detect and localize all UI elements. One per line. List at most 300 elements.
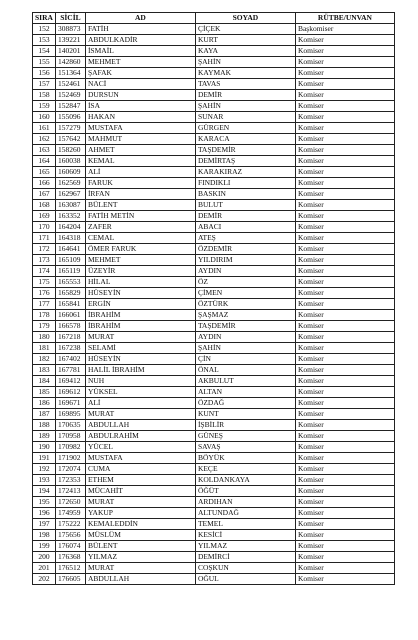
last-name-cell: TAŞDEMİR [195,145,295,156]
sicil-cell: 172074 [55,464,85,475]
table-row [33,508,395,519]
table-row [33,563,395,574]
first-name-cell: MUSTAFA [85,123,195,134]
sira-cell: 182 [33,354,56,365]
first-name-cell: ABDULLAH [85,574,195,585]
rank-cell: Komiser [295,321,394,332]
rank-cell: Komiser [295,46,394,57]
personnel-table [32,12,395,585]
sira-cell: 161 [33,123,56,134]
last-name-cell: SUNAR [195,112,295,123]
rank-cell: Komiser [295,233,394,244]
rank-cell: Başkomiser [295,24,394,35]
table-row [33,530,395,541]
rank-cell: Komiser [295,464,394,475]
table-row [33,178,395,189]
table-row [33,409,395,420]
sicil-cell: 170982 [55,442,85,453]
rank-cell: Komiser [295,552,394,563]
sicil-cell: 169671 [55,398,85,409]
first-name-cell: MURAT [85,497,195,508]
sicil-cell: 170958 [55,431,85,442]
last-name-cell: TAŞDEMİR [195,321,295,332]
sicil-cell: 167781 [55,365,85,376]
table-row [33,57,395,68]
first-name-cell: MÜSLÜM [85,530,195,541]
rank-cell: Komiser [295,310,394,321]
rank-cell: Komiser [295,508,394,519]
last-name-cell: KARACA [195,134,295,145]
table-row [33,343,395,354]
first-name-cell: ABDULRAHİM [85,431,195,442]
first-name-cell: FARUK [85,178,195,189]
sira-cell: 159 [33,101,56,112]
rank-cell: Komiser [295,112,394,123]
table-row [33,354,395,365]
header-sira: SIRA [33,13,56,24]
sira-cell: 167 [33,189,56,200]
first-name-cell: YILMAZ [85,552,195,563]
last-name-cell: KAYMAK [195,68,295,79]
last-name-cell: YILDIRIM [195,255,295,266]
sicil-cell: 176074 [55,541,85,552]
rank-cell: Komiser [295,541,394,552]
sicil-cell: 176605 [55,574,85,585]
rank-cell: Komiser [295,189,394,200]
last-name-cell: TAVAS [195,79,295,90]
rank-cell: Komiser [295,35,394,46]
sira-cell: 192 [33,464,56,475]
rank-cell: Komiser [295,200,394,211]
table-row [33,552,395,563]
sicil-cell: 176368 [55,552,85,563]
sira-cell: 162 [33,134,56,145]
sira-cell: 193 [33,475,56,486]
rank-cell: Komiser [295,266,394,277]
rank-cell: Komiser [295,563,394,574]
table-row [33,365,395,376]
table-row [33,244,395,255]
last-name-cell: DEMİRTAŞ [195,156,295,167]
first-name-cell: ZAFER [85,222,195,233]
first-name-cell: KEMAL [85,156,195,167]
sicil-cell: 175656 [55,530,85,541]
first-name-cell: CUMA [85,464,195,475]
last-name-cell: DEMİR [195,90,295,101]
last-name-cell: SAVAŞ [195,442,295,453]
rank-cell: Komiser [295,387,394,398]
rank-cell: Komiser [295,365,394,376]
rank-cell: Komiser [295,420,394,431]
first-name-cell: ALİ [85,167,195,178]
first-name-cell: AHMET [85,145,195,156]
first-name-cell: ERGİN [85,299,195,310]
last-name-cell: ÖZDEMİR [195,244,295,255]
first-name-cell: FATİH METİN [85,211,195,222]
first-name-cell: HİLAL [85,277,195,288]
first-name-cell: MURAT [85,332,195,343]
rank-cell: Komiser [295,211,394,222]
sicil-cell: 167238 [55,343,85,354]
last-name-cell: DEMİRCİ [195,552,295,563]
first-name-cell: NUH [85,376,195,387]
sira-cell: 166 [33,178,56,189]
table-row [33,222,395,233]
last-name-cell: ÇİN [195,354,295,365]
first-name-cell: MÜCAHİT [85,486,195,497]
last-name-cell: İŞBİLİR [195,420,295,431]
table-row [33,288,395,299]
table-body [33,24,395,585]
table-row [33,387,395,398]
last-name-cell: ŞAHİN [195,57,295,68]
last-name-cell: AYDIN [195,332,295,343]
sicil-cell: 169412 [55,376,85,387]
sicil-cell: 172353 [55,475,85,486]
sicil-cell: 165119 [55,266,85,277]
rank-cell: Komiser [295,299,394,310]
table-row [33,233,395,244]
sira-cell: 163 [33,145,56,156]
table-header [33,13,395,24]
table-row [33,255,395,266]
sira-cell: 171 [33,233,56,244]
sira-cell: 175 [33,277,56,288]
last-name-cell: KURT [195,35,295,46]
sicil-cell: 163087 [55,200,85,211]
table-row [33,497,395,508]
first-name-cell: İSMAİL [85,46,195,57]
sicil-cell: 165841 [55,299,85,310]
sira-cell: 160 [33,112,56,123]
rank-cell: Komiser [295,376,394,387]
table-row [33,464,395,475]
sicil-cell: 166061 [55,310,85,321]
header-ad: AD [85,13,195,24]
last-name-cell: ÖĞÜT [195,486,295,497]
sicil-cell: 162967 [55,189,85,200]
last-name-cell: ATEŞ [195,233,295,244]
first-name-cell: ÖMER FARUK [85,244,195,255]
sicil-cell: 164204 [55,222,85,233]
first-name-cell: SELAMİ [85,343,195,354]
table-row [33,189,395,200]
rank-cell: Komiser [295,332,394,343]
last-name-cell: AYDIN [195,266,295,277]
table-row [33,68,395,79]
table-row [33,145,395,156]
sira-cell: 178 [33,310,56,321]
first-name-cell: İBRAHİM [85,310,195,321]
sira-cell: 201 [33,563,56,574]
rank-cell: Komiser [295,244,394,255]
sira-cell: 169 [33,211,56,222]
sira-cell: 197 [33,519,56,530]
sira-cell: 152 [33,24,56,35]
first-name-cell: HALİL İBRAHİM [85,365,195,376]
header-row [33,13,395,24]
table-row [33,79,395,90]
sicil-cell: 167218 [55,332,85,343]
rank-cell: Komiser [295,156,394,167]
table-row [33,442,395,453]
table-row [33,90,395,101]
sira-cell: 181 [33,343,56,354]
sicil-cell: 163352 [55,211,85,222]
sicil-cell: 165109 [55,255,85,266]
last-name-cell: ÖZ [195,277,295,288]
rank-cell: Komiser [295,354,394,365]
table-row [33,398,395,409]
last-name-cell: ÖZDAĞ [195,398,295,409]
rank-cell: Komiser [295,497,394,508]
sira-cell: 195 [33,497,56,508]
first-name-cell: CEMAL [85,233,195,244]
sira-cell: 165 [33,167,56,178]
sira-cell: 157 [33,79,56,90]
first-name-cell: ABDULKADİR [85,35,195,46]
rank-cell: Komiser [295,453,394,464]
first-name-cell: MURAT [85,563,195,574]
first-name-cell: MURAT [85,409,195,420]
sicil-cell: 160609 [55,167,85,178]
last-name-cell: ÇİÇEK [195,24,295,35]
first-name-cell: MEHMET [85,57,195,68]
last-name-cell: DEMİR [195,211,295,222]
sicil-cell: 158260 [55,145,85,156]
table-row [33,420,395,431]
table-row [33,35,395,46]
last-name-cell: GÜRGEN [195,123,295,134]
table-row [33,134,395,145]
last-name-cell: YILMAZ [195,541,295,552]
first-name-cell: ŞAFAK [85,68,195,79]
last-name-cell: OĞUL [195,574,295,585]
sira-cell: 154 [33,46,56,57]
sira-cell: 164 [33,156,56,167]
sicil-cell: 165829 [55,288,85,299]
table-row [33,24,395,35]
first-name-cell: HÜSEYİN [85,354,195,365]
sicil-cell: 167402 [55,354,85,365]
rank-cell: Komiser [295,79,394,90]
sicil-cell: 152847 [55,101,85,112]
first-name-cell: İSA [85,101,195,112]
table-row [33,310,395,321]
first-name-cell: MUSTAFA [85,453,195,464]
first-name-cell: İBRAHİM [85,321,195,332]
header-soyad: SOYAD [195,13,295,24]
last-name-cell: KARAKIRAZ [195,167,295,178]
last-name-cell: ABACI [195,222,295,233]
sicil-cell: 162569 [55,178,85,189]
sira-cell: 191 [33,453,56,464]
sira-cell: 187 [33,409,56,420]
sicil-cell: 152469 [55,90,85,101]
table-row [33,299,395,310]
table-row [33,277,395,288]
first-name-cell: HAKAN [85,112,195,123]
first-name-cell: BÜLENT [85,200,195,211]
last-name-cell: ŞAŞMAZ [195,310,295,321]
sira-cell: 190 [33,442,56,453]
sira-cell: 158 [33,90,56,101]
sicil-cell: 169612 [55,387,85,398]
sira-cell: 185 [33,387,56,398]
last-name-cell: BÖYÜK [195,453,295,464]
sira-cell: 186 [33,398,56,409]
table-row [33,332,395,343]
sicil-cell: 172413 [55,486,85,497]
sira-cell: 173 [33,255,56,266]
table-row [33,321,395,332]
sira-cell: 198 [33,530,56,541]
first-name-cell: BÜLENT [85,541,195,552]
sicil-cell: 164318 [55,233,85,244]
table-row [33,156,395,167]
first-name-cell: ETHEM [85,475,195,486]
table-row [33,46,395,57]
first-name-cell: NACİ [85,79,195,90]
rank-cell: Komiser [295,134,394,145]
last-name-cell: ALTAN [195,387,295,398]
last-name-cell: ÖNAL [195,365,295,376]
rank-cell: Komiser [295,101,394,112]
last-name-cell: BASKIN [195,189,295,200]
sicil-cell: 157642 [55,134,85,145]
sira-cell: 200 [33,552,56,563]
sicil-cell: 175222 [55,519,85,530]
last-name-cell: KOLDANKAYA [195,475,295,486]
table-row [33,519,395,530]
first-name-cell: MEHMET [85,255,195,266]
table-row [33,167,395,178]
sicil-cell: 176512 [55,563,85,574]
first-name-cell: YÜKSEL [85,387,195,398]
rank-cell: Komiser [295,343,394,354]
first-name-cell: ABDULLAH [85,420,195,431]
sicil-cell: 165553 [55,277,85,288]
table-row [33,266,395,277]
rank-cell: Komiser [295,530,394,541]
sira-cell: 183 [33,365,56,376]
table-row [33,486,395,497]
rank-cell: Komiser [295,574,394,585]
rank-cell: Komiser [295,519,394,530]
sicil-cell: 308873 [55,24,85,35]
first-name-cell: DURSUN [85,90,195,101]
first-name-cell: YÜCEL [85,442,195,453]
last-name-cell: KEÇE [195,464,295,475]
table-row [33,453,395,464]
last-name-cell: ŞAHİN [195,343,295,354]
last-name-cell: ALTUNDAĞ [195,508,295,519]
rank-cell: Komiser [295,442,394,453]
sira-cell: 153 [33,35,56,46]
first-name-cell: ÜZEYİR [85,266,195,277]
sira-cell: 188 [33,420,56,431]
rank-cell: Komiser [295,222,394,233]
sira-cell: 184 [33,376,56,387]
rank-cell: Komiser [295,431,394,442]
sicil-cell: 142860 [55,57,85,68]
sira-cell: 168 [33,200,56,211]
rank-cell: Komiser [295,475,394,486]
last-name-cell: TEMEL [195,519,295,530]
sira-cell: 194 [33,486,56,497]
sira-cell: 189 [33,431,56,442]
last-name-cell: COŞKUN [195,563,295,574]
first-name-cell: KEMALEDDİN [85,519,195,530]
last-name-cell: ŞAHİN [195,101,295,112]
sicil-cell: 169895 [55,409,85,420]
first-name-cell: FATİH [85,24,195,35]
sicil-cell: 155096 [55,112,85,123]
first-name-cell: HÜSEYİN [85,288,195,299]
sicil-cell: 164641 [55,244,85,255]
sicil-cell: 171902 [55,453,85,464]
table-row [33,123,395,134]
rank-cell: Komiser [295,288,394,299]
table-row [33,475,395,486]
sicil-cell: 174959 [55,508,85,519]
first-name-cell: MAHMUT [85,134,195,145]
last-name-cell: KAYA [195,46,295,57]
table-row [33,431,395,442]
rank-cell: Komiser [295,145,394,156]
rank-cell: Komiser [295,178,394,189]
sicil-cell: 166578 [55,321,85,332]
last-name-cell: KUNT [195,409,295,420]
rank-cell: Komiser [295,167,394,178]
sicil-cell: 170635 [55,420,85,431]
rank-cell: Komiser [295,90,394,101]
first-name-cell: ALİ [85,398,195,409]
sira-cell: 156 [33,68,56,79]
first-name-cell: YAKUP [85,508,195,519]
first-name-cell: İRFAN [85,189,195,200]
table-row [33,101,395,112]
last-name-cell: ÇİMEN [195,288,295,299]
last-name-cell: KESİCİ [195,530,295,541]
rank-cell: Komiser [295,486,394,497]
sicil-cell: 160038 [55,156,85,167]
rank-cell: Komiser [295,277,394,288]
sira-cell: 174 [33,266,56,277]
last-name-cell: ARDIHAN [195,497,295,508]
rank-cell: Komiser [295,409,394,420]
sicil-cell: 157279 [55,123,85,134]
sira-cell: 179 [33,321,56,332]
table-row [33,112,395,123]
rank-cell: Komiser [295,68,394,79]
sicil-cell: 151364 [55,68,85,79]
table-row [33,200,395,211]
header-rutbe: RÜTBE/UNVAN [295,13,394,24]
table-row [33,211,395,222]
table-row [33,541,395,552]
sicil-cell: 172650 [55,497,85,508]
rank-cell: Komiser [295,57,394,68]
last-name-cell: BULUT [195,200,295,211]
table-row [33,574,395,585]
sira-cell: 202 [33,574,56,585]
last-name-cell: GÜNEŞ [195,431,295,442]
sicil-cell: 139221 [55,35,85,46]
sira-cell: 176 [33,288,56,299]
header-sicil: SİCİL [55,13,85,24]
rank-cell: Komiser [295,123,394,134]
